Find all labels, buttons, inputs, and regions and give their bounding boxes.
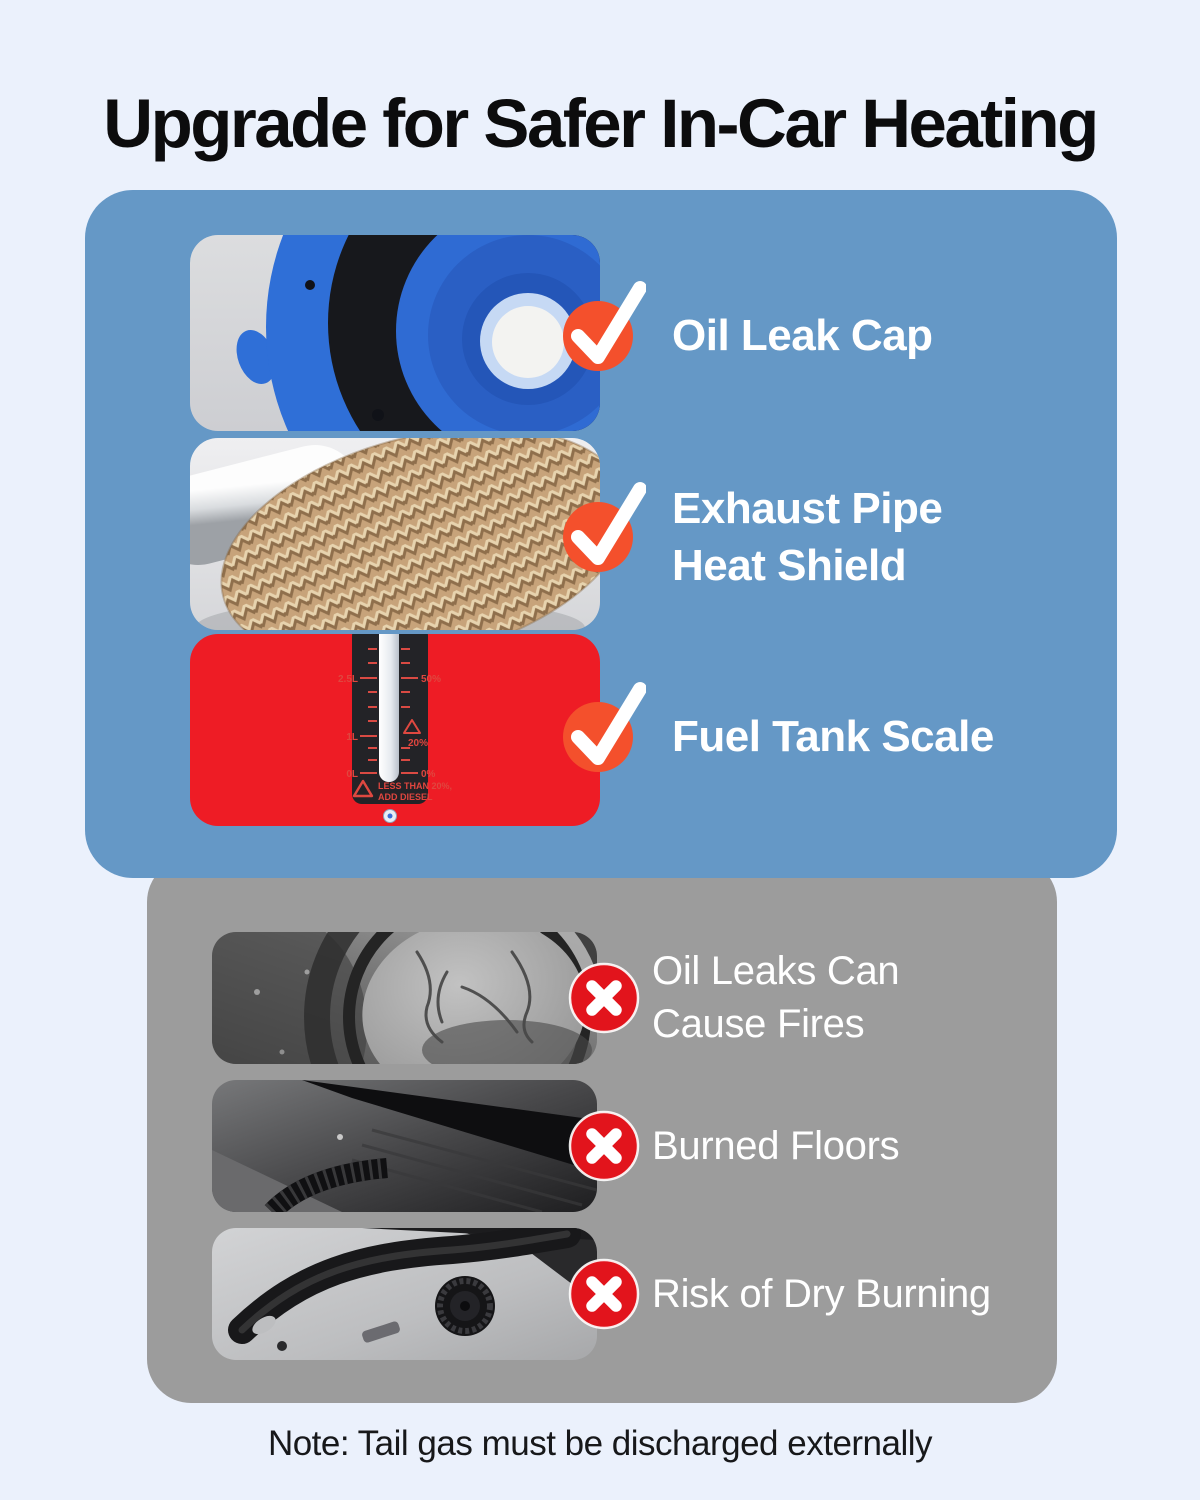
feature-label-fuel-tank-scale: Fuel Tank Scale (672, 712, 994, 761)
page-title: Upgrade for Safer In-Car Heating (103, 85, 1097, 162)
cross-icon (567, 1257, 641, 1331)
oil-leak-fire-photo (212, 932, 597, 1064)
scale-label: 0L (346, 769, 358, 780)
scale-warning: ADD DIESEL (378, 792, 433, 802)
fuel-tank-scale-photo (190, 634, 600, 826)
scale-warning: LESS THAN 20%, (378, 781, 453, 791)
exhaust-heat-shield-photo (190, 438, 600, 630)
scale-label: 2.5L (337, 674, 358, 685)
feature-label-heat-shield: Exhaust Pipe Heat Shield (672, 484, 943, 590)
burned-floor-photo (212, 1080, 597, 1212)
scale-label: 20% (407, 738, 429, 749)
footer-note: Note: Tail gas must be discharged externally (267, 1424, 933, 1463)
risk-label-dry-burning: Risk of Dry Burning (652, 1272, 991, 1316)
oil-leak-cap-photo (190, 235, 600, 431)
cross-icon (567, 961, 641, 1035)
scale-label: 1L (346, 732, 358, 743)
risk-label-burned-floors: Burned Floors (652, 1124, 900, 1168)
check-icon (558, 278, 646, 374)
scale-label: 50% (421, 674, 442, 685)
cons-panel (147, 858, 1057, 1403)
risk-label-oil-leaks: Oil Leaks Can Cause Fires (652, 949, 900, 1046)
cross-icon (567, 1109, 641, 1183)
check-icon (558, 479, 646, 575)
pros-panel (85, 190, 1117, 878)
scale-label: 0% (421, 769, 436, 780)
check-icon (558, 679, 646, 775)
feature-label-oil-leak-cap: Oil Leak Cap (672, 311, 933, 360)
dry-burning-photo (212, 1228, 597, 1360)
